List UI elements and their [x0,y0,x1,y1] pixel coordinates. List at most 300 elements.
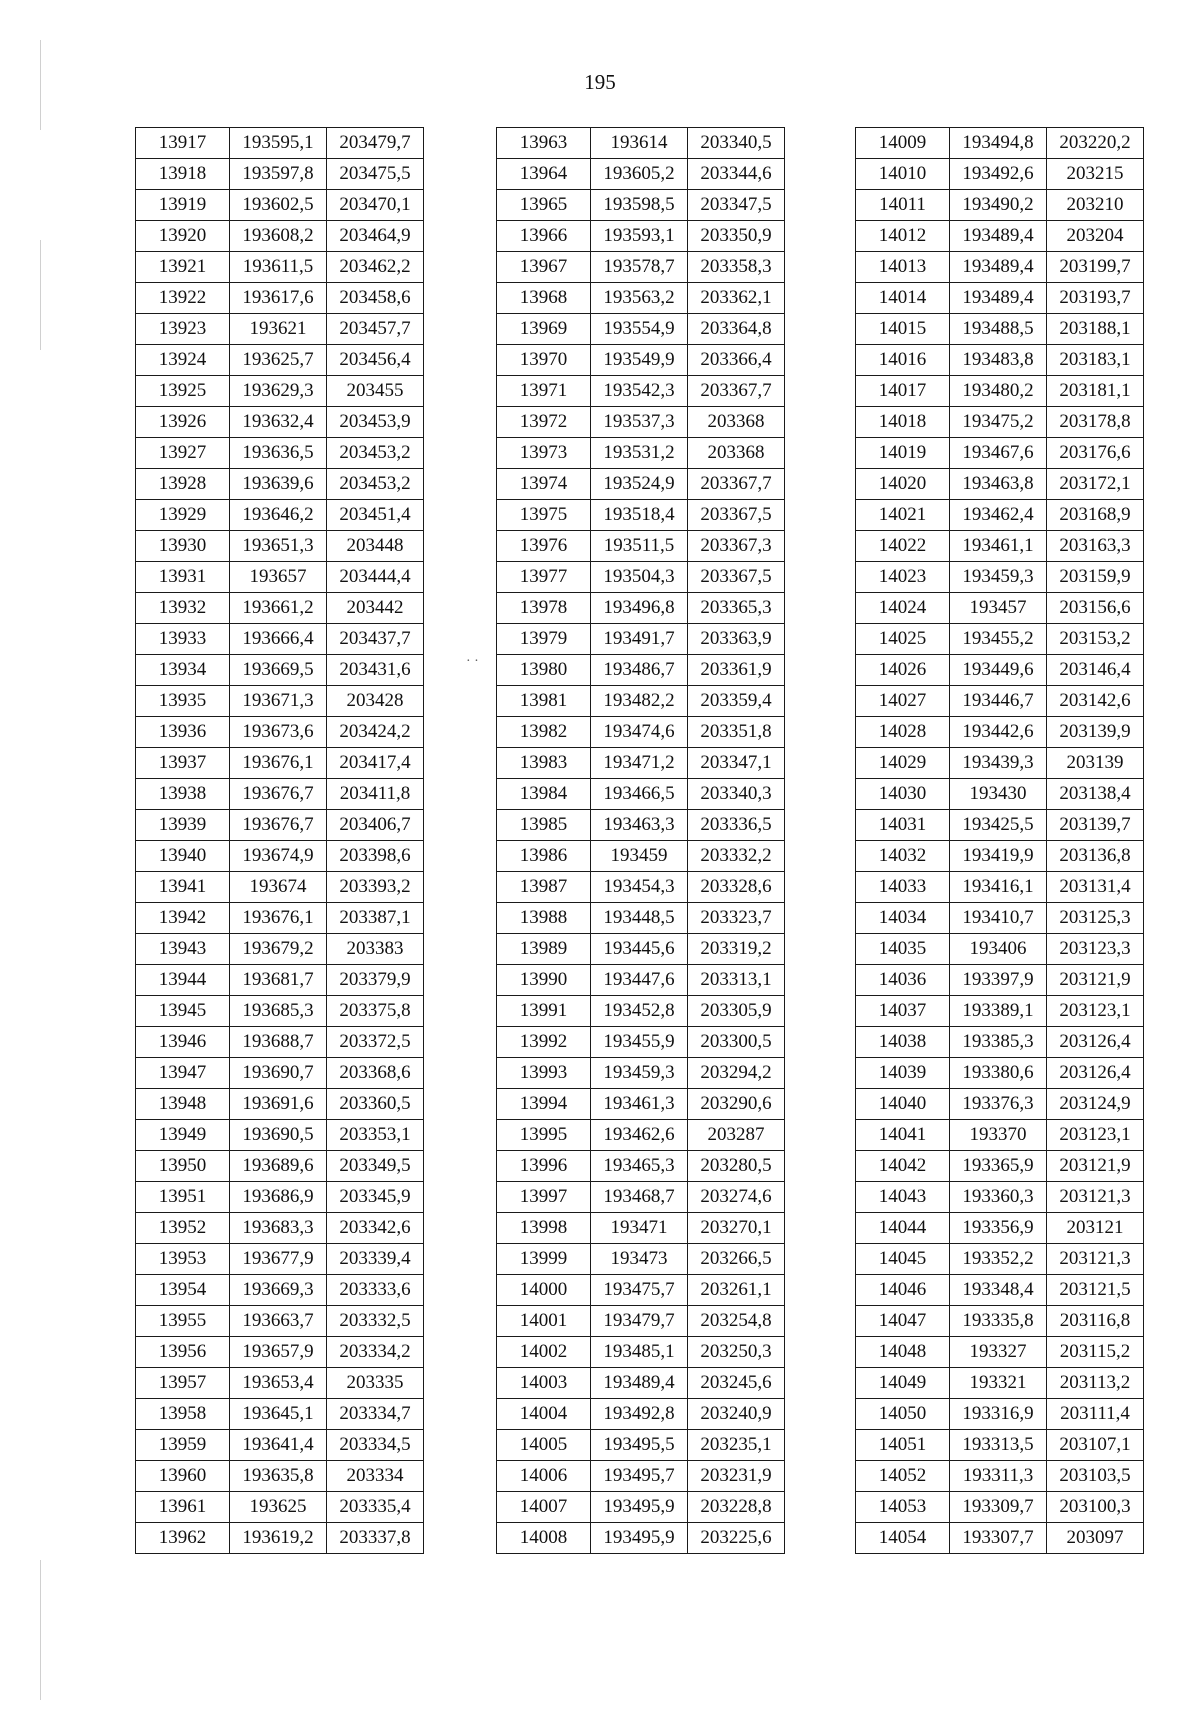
x-coordinate-cell: 193442,6 [950,717,1047,748]
table-row [497,593,785,624]
point-number-cell: 13985 [497,810,591,841]
point-number-cell: 14008 [497,1523,591,1554]
point-number-cell: 14013 [856,252,950,283]
x-coordinate-cell: 193490,2 [950,190,1047,221]
x-coordinate-cell: 193447,6 [591,965,688,996]
table-row [136,655,424,686]
table-row [136,407,424,438]
x-coordinate-cell: 193511,5 [591,531,688,562]
table-row [136,779,424,810]
point-number-cell: 14030 [856,779,950,810]
point-number-cell: 13993 [497,1058,591,1089]
point-number-cell: 13991 [497,996,591,1027]
y-coordinate-cell: 203136,8 [1047,841,1144,872]
y-coordinate-cell: 203193,7 [1047,283,1144,314]
y-coordinate-cell: 203365,3 [688,593,785,624]
y-coordinate-cell: 203225,6 [688,1523,785,1554]
point-number-cell: 14036 [856,965,950,996]
table-row [856,1151,1144,1182]
table-row [856,345,1144,376]
y-coordinate-cell: 203398,6 [327,841,424,872]
x-coordinate-cell: 193307,7 [950,1523,1047,1554]
table-row [136,438,424,469]
table-row [856,810,1144,841]
x-coordinate-cell: 193495,7 [591,1461,688,1492]
table-row [856,221,1144,252]
table-row [856,1461,1144,1492]
point-number-cell: 13971 [497,376,591,407]
table-row [497,655,785,686]
y-coordinate-cell: 203353,1 [327,1120,424,1151]
y-coordinate-cell: 203451,4 [327,500,424,531]
x-coordinate-cell: 193397,9 [950,965,1047,996]
point-number-cell: 14053 [856,1492,950,1523]
table-row [136,1430,424,1461]
x-coordinate-cell: 193489,4 [591,1368,688,1399]
point-number-cell: 13977 [497,562,591,593]
x-coordinate-cell: 193356,9 [950,1213,1047,1244]
x-coordinate-cell: 193479,7 [591,1306,688,1337]
point-number-cell: 14044 [856,1213,950,1244]
x-coordinate-cell: 193611,5 [230,252,327,283]
x-coordinate-cell: 193467,6 [950,438,1047,469]
y-coordinate-cell: 203334,7 [327,1399,424,1430]
x-coordinate-cell: 193542,3 [591,376,688,407]
x-coordinate-cell: 193335,8 [950,1306,1047,1337]
point-number-cell: 14050 [856,1399,950,1430]
point-number-cell: 13947 [136,1058,230,1089]
y-coordinate-cell: 203231,9 [688,1461,785,1492]
table-row [856,562,1144,593]
y-coordinate-cell: 203240,9 [688,1399,785,1430]
table-row [856,159,1144,190]
table-row [136,1027,424,1058]
x-coordinate-cell: 193632,4 [230,407,327,438]
table-row [856,252,1144,283]
point-number-cell: 14045 [856,1244,950,1275]
table-row [497,717,785,748]
x-coordinate-cell: 193683,3 [230,1213,327,1244]
y-coordinate-cell: 203156,6 [1047,593,1144,624]
y-coordinate-cell: 203350,9 [688,221,785,252]
table-row [136,190,424,221]
x-coordinate-cell: 193463,3 [591,810,688,841]
x-coordinate-cell: 193448,5 [591,903,688,934]
point-number-cell: 13921 [136,252,230,283]
point-number-cell: 13922 [136,283,230,314]
table-row [856,1275,1144,1306]
x-coordinate-cell: 193619,2 [230,1523,327,1554]
y-coordinate-cell: 203121,3 [1047,1182,1144,1213]
y-coordinate-cell: 203453,9 [327,407,424,438]
x-coordinate-cell: 193483,8 [950,345,1047,376]
y-coordinate-cell: 203470,1 [327,190,424,221]
table-row [497,686,785,717]
x-coordinate-cell: 193485,1 [591,1337,688,1368]
y-coordinate-cell: 203347,5 [688,190,785,221]
table-row [136,996,424,1027]
table-row [856,841,1144,872]
x-coordinate-cell: 193679,2 [230,934,327,965]
point-number-cell: 13956 [136,1337,230,1368]
x-coordinate-cell: 193549,9 [591,345,688,376]
x-coordinate-cell: 193608,2 [230,221,327,252]
x-coordinate-cell: 193676,1 [230,903,327,934]
point-number-cell: 14023 [856,562,950,593]
x-coordinate-cell: 193495,9 [591,1523,688,1554]
table-row [136,1523,424,1554]
point-number-cell: 14039 [856,1058,950,1089]
point-number-cell: 14046 [856,1275,950,1306]
x-coordinate-cell: 193554,9 [591,314,688,345]
x-coordinate-cell: 193463,8 [950,469,1047,500]
x-coordinate-cell: 193321 [950,1368,1047,1399]
x-coordinate-cell: 193430 [950,779,1047,810]
x-coordinate-cell: 193614 [591,128,688,159]
point-number-cell: 13924 [136,345,230,376]
y-coordinate-cell: 203300,5 [688,1027,785,1058]
y-coordinate-cell: 203107,1 [1047,1430,1144,1461]
table-row [856,748,1144,779]
y-coordinate-cell: 203139,9 [1047,717,1144,748]
table-row [856,1027,1144,1058]
x-coordinate-cell: 193471,2 [591,748,688,779]
point-number-cell: 13941 [136,872,230,903]
x-coordinate-cell: 193309,7 [950,1492,1047,1523]
y-coordinate-cell: 203342,6 [327,1213,424,1244]
table-row [136,252,424,283]
point-number-cell: 13979 [497,624,591,655]
table-row [136,1213,424,1244]
table-row [497,903,785,934]
point-number-cell: 13992 [497,1027,591,1058]
point-number-cell: 14011 [856,190,950,221]
point-number-cell: 14003 [497,1368,591,1399]
x-coordinate-cell: 193625 [230,1492,327,1523]
point-number-cell: 13925 [136,376,230,407]
point-number-cell: 14024 [856,593,950,624]
point-number-cell: 13939 [136,810,230,841]
table-row [497,1492,785,1523]
y-coordinate-cell: 203159,9 [1047,562,1144,593]
x-coordinate-cell: 193473 [591,1244,688,1275]
point-number-cell: 13946 [136,1027,230,1058]
y-coordinate-cell: 203383 [327,934,424,965]
y-coordinate-cell: 203417,4 [327,748,424,779]
point-number-cell: 14038 [856,1027,950,1058]
y-coordinate-cell: 203475,5 [327,159,424,190]
y-coordinate-cell: 203464,9 [327,221,424,252]
table-row [136,159,424,190]
y-coordinate-cell: 203368 [688,407,785,438]
x-coordinate-cell: 193475,2 [950,407,1047,438]
point-number-cell: 14033 [856,872,950,903]
table-row [136,128,424,159]
y-coordinate-cell: 203294,2 [688,1058,785,1089]
x-coordinate-cell: 193653,4 [230,1368,327,1399]
table-row [497,500,785,531]
y-coordinate-cell: 203340,3 [688,779,785,810]
y-coordinate-cell: 203103,5 [1047,1461,1144,1492]
y-coordinate-cell: 203181,1 [1047,376,1144,407]
table-row [497,624,785,655]
y-coordinate-cell: 203361,9 [688,655,785,686]
x-coordinate-cell: 193439,3 [950,748,1047,779]
x-coordinate-cell: 193494,8 [950,128,1047,159]
point-number-cell: 14047 [856,1306,950,1337]
y-coordinate-cell: 203362,1 [688,283,785,314]
point-number-cell: 14031 [856,810,950,841]
x-coordinate-cell: 193491,7 [591,624,688,655]
point-number-cell: 13978 [497,593,591,624]
table-row [136,717,424,748]
table-row [856,531,1144,562]
x-coordinate-cell: 193669,5 [230,655,327,686]
y-coordinate-cell: 203455 [327,376,424,407]
x-coordinate-cell: 193466,5 [591,779,688,810]
x-coordinate-cell: 193446,7 [950,686,1047,717]
point-number-cell: 14022 [856,531,950,562]
scan-edge-mark-low [40,1560,41,1700]
y-coordinate-cell: 203367,5 [688,500,785,531]
x-coordinate-cell: 193676,7 [230,810,327,841]
table-row [136,562,424,593]
x-coordinate-cell: 193646,2 [230,500,327,531]
y-coordinate-cell: 203125,3 [1047,903,1144,934]
x-coordinate-cell: 193471 [591,1213,688,1244]
point-number-cell: 13975 [497,500,591,531]
table-row [856,1492,1144,1523]
y-coordinate-cell: 203142,6 [1047,686,1144,717]
point-number-cell: 13982 [497,717,591,748]
table-row [856,1213,1144,1244]
point-number-cell: 14043 [856,1182,950,1213]
y-coordinate-cell: 203163,3 [1047,531,1144,562]
y-coordinate-cell: 203097 [1047,1523,1144,1554]
point-number-cell: 13926 [136,407,230,438]
table-row [497,1151,785,1182]
point-number-cell: 13961 [136,1492,230,1523]
point-number-cell: 13957 [136,1368,230,1399]
y-coordinate-cell: 203437,7 [327,624,424,655]
point-number-cell: 13963 [497,128,591,159]
x-coordinate-cell: 193669,3 [230,1275,327,1306]
table-row [136,748,424,779]
x-coordinate-cell: 193489,4 [950,221,1047,252]
y-coordinate-cell: 203210 [1047,190,1144,221]
y-coordinate-cell: 203139 [1047,748,1144,779]
x-coordinate-cell: 193475,7 [591,1275,688,1306]
y-coordinate-cell: 203121 [1047,1213,1144,1244]
y-coordinate-cell: 203462,2 [327,252,424,283]
y-coordinate-cell: 203340,5 [688,128,785,159]
point-number-cell: 13995 [497,1120,591,1151]
x-coordinate-cell: 193593,1 [591,221,688,252]
table-row [497,1275,785,1306]
y-coordinate-cell: 203290,6 [688,1089,785,1120]
table-row [136,810,424,841]
y-coordinate-cell: 203411,8 [327,779,424,810]
x-coordinate-cell: 193595,1 [230,128,327,159]
y-coordinate-cell: 203235,1 [688,1430,785,1461]
x-coordinate-cell: 193674,9 [230,841,327,872]
y-coordinate-cell: 203479,7 [327,128,424,159]
table-row [497,1523,785,1554]
y-coordinate-cell: 203364,8 [688,314,785,345]
table-row [856,903,1144,934]
y-coordinate-cell: 203270,1 [688,1213,785,1244]
table-row [497,1399,785,1430]
y-coordinate-cell: 203457,7 [327,314,424,345]
y-coordinate-cell: 203121,3 [1047,1244,1144,1275]
table-row [856,1306,1144,1337]
y-coordinate-cell: 203351,8 [688,717,785,748]
y-coordinate-cell: 203431,6 [327,655,424,686]
point-number-cell: 13966 [497,221,591,252]
table-row [856,779,1144,810]
x-coordinate-cell: 193360,3 [950,1182,1047,1213]
table-row [856,1089,1144,1120]
y-coordinate-cell: 203319,2 [688,934,785,965]
y-coordinate-cell: 203204 [1047,221,1144,252]
y-coordinate-cell: 203368 [688,438,785,469]
point-number-cell: 13960 [136,1461,230,1492]
x-coordinate-cell: 193480,2 [950,376,1047,407]
y-coordinate-cell: 203111,4 [1047,1399,1144,1430]
point-number-cell: 13938 [136,779,230,810]
x-coordinate-cell: 193445,6 [591,934,688,965]
y-coordinate-cell: 203172,1 [1047,469,1144,500]
table-row [497,1058,785,1089]
table-row [136,376,424,407]
point-number-cell: 14051 [856,1430,950,1461]
point-number-cell: 13994 [497,1089,591,1120]
point-number-cell: 13965 [497,190,591,221]
point-number-cell: 13940 [136,841,230,872]
x-coordinate-cell: 193518,4 [591,500,688,531]
y-coordinate-cell: 203333,6 [327,1275,424,1306]
point-number-cell: 14016 [856,345,950,376]
x-coordinate-cell: 193327 [950,1337,1047,1368]
x-coordinate-cell: 193461,3 [591,1089,688,1120]
x-coordinate-cell: 193468,7 [591,1182,688,1213]
y-coordinate-cell: 203131,4 [1047,872,1144,903]
y-coordinate-cell: 203335,4 [327,1492,424,1523]
point-number-cell: 14037 [856,996,950,1027]
point-number-cell: 14014 [856,283,950,314]
y-coordinate-cell: 203332,2 [688,841,785,872]
point-number-cell: 13918 [136,159,230,190]
coordinates-table-3 [855,127,1144,1554]
y-coordinate-cell: 203183,1 [1047,345,1144,376]
point-number-cell: 13976 [497,531,591,562]
point-number-cell: 13943 [136,934,230,965]
point-number-cell: 14042 [856,1151,950,1182]
y-coordinate-cell: 203199,7 [1047,252,1144,283]
x-coordinate-cell: 193639,6 [230,469,327,500]
table-row [856,934,1144,965]
y-coordinate-cell: 203245,6 [688,1368,785,1399]
x-coordinate-cell: 193416,1 [950,872,1047,903]
x-coordinate-cell: 193380,6 [950,1058,1047,1089]
coordinates-table-2 [496,127,785,1554]
y-coordinate-cell: 203334,2 [327,1337,424,1368]
y-coordinate-cell: 203287 [688,1120,785,1151]
scan-dots: · · [466,654,479,669]
x-coordinate-cell: 193663,7 [230,1306,327,1337]
coordinates-table-1 [135,127,424,1554]
y-coordinate-cell: 203344,6 [688,159,785,190]
point-number-cell: 13997 [497,1182,591,1213]
table-row [497,841,785,872]
y-coordinate-cell: 203363,9 [688,624,785,655]
y-coordinate-cell: 203115,2 [1047,1337,1144,1368]
point-number-cell: 13950 [136,1151,230,1182]
x-coordinate-cell: 193419,9 [950,841,1047,872]
point-number-cell: 14000 [497,1275,591,1306]
table-row [136,531,424,562]
table-row [136,934,424,965]
x-coordinate-cell: 193316,9 [950,1399,1047,1430]
table-row [136,221,424,252]
y-coordinate-cell: 203146,4 [1047,655,1144,686]
y-coordinate-cell: 203280,5 [688,1151,785,1182]
point-number-cell: 14009 [856,128,950,159]
x-coordinate-cell: 193454,3 [591,872,688,903]
table-row [856,314,1144,345]
x-coordinate-cell: 193661,2 [230,593,327,624]
y-coordinate-cell: 203456,4 [327,345,424,376]
table-row [497,1461,785,1492]
y-coordinate-cell: 203339,4 [327,1244,424,1275]
x-coordinate-cell: 193625,7 [230,345,327,376]
point-number-cell: 13984 [497,779,591,810]
table-row [136,1306,424,1337]
table-row [497,1306,785,1337]
y-coordinate-cell: 203453,2 [327,438,424,469]
point-number-cell: 14048 [856,1337,950,1368]
table-row [856,593,1144,624]
y-coordinate-cell: 203138,4 [1047,779,1144,810]
table-row [497,531,785,562]
table-row [856,1244,1144,1275]
x-coordinate-cell: 193455,2 [950,624,1047,655]
table-row [497,748,785,779]
table-row [497,965,785,996]
point-number-cell: 13951 [136,1182,230,1213]
point-number-cell: 13954 [136,1275,230,1306]
point-number-cell: 14019 [856,438,950,469]
point-number-cell: 13964 [497,159,591,190]
table-row [136,500,424,531]
point-number-cell: 14032 [856,841,950,872]
point-number-cell: 14021 [856,500,950,531]
y-coordinate-cell: 203347,1 [688,748,785,779]
table-row [497,159,785,190]
x-coordinate-cell: 193597,8 [230,159,327,190]
point-number-cell: 14054 [856,1523,950,1554]
table-row [136,1244,424,1275]
table-row [856,1368,1144,1399]
y-coordinate-cell: 203360,5 [327,1089,424,1120]
x-coordinate-cell: 193645,1 [230,1399,327,1430]
table-row [136,1120,424,1151]
point-number-cell: 13953 [136,1244,230,1275]
table-row [497,1213,785,1244]
point-number-cell: 13927 [136,438,230,469]
y-coordinate-cell: 203139,7 [1047,810,1144,841]
point-number-cell: 13933 [136,624,230,655]
